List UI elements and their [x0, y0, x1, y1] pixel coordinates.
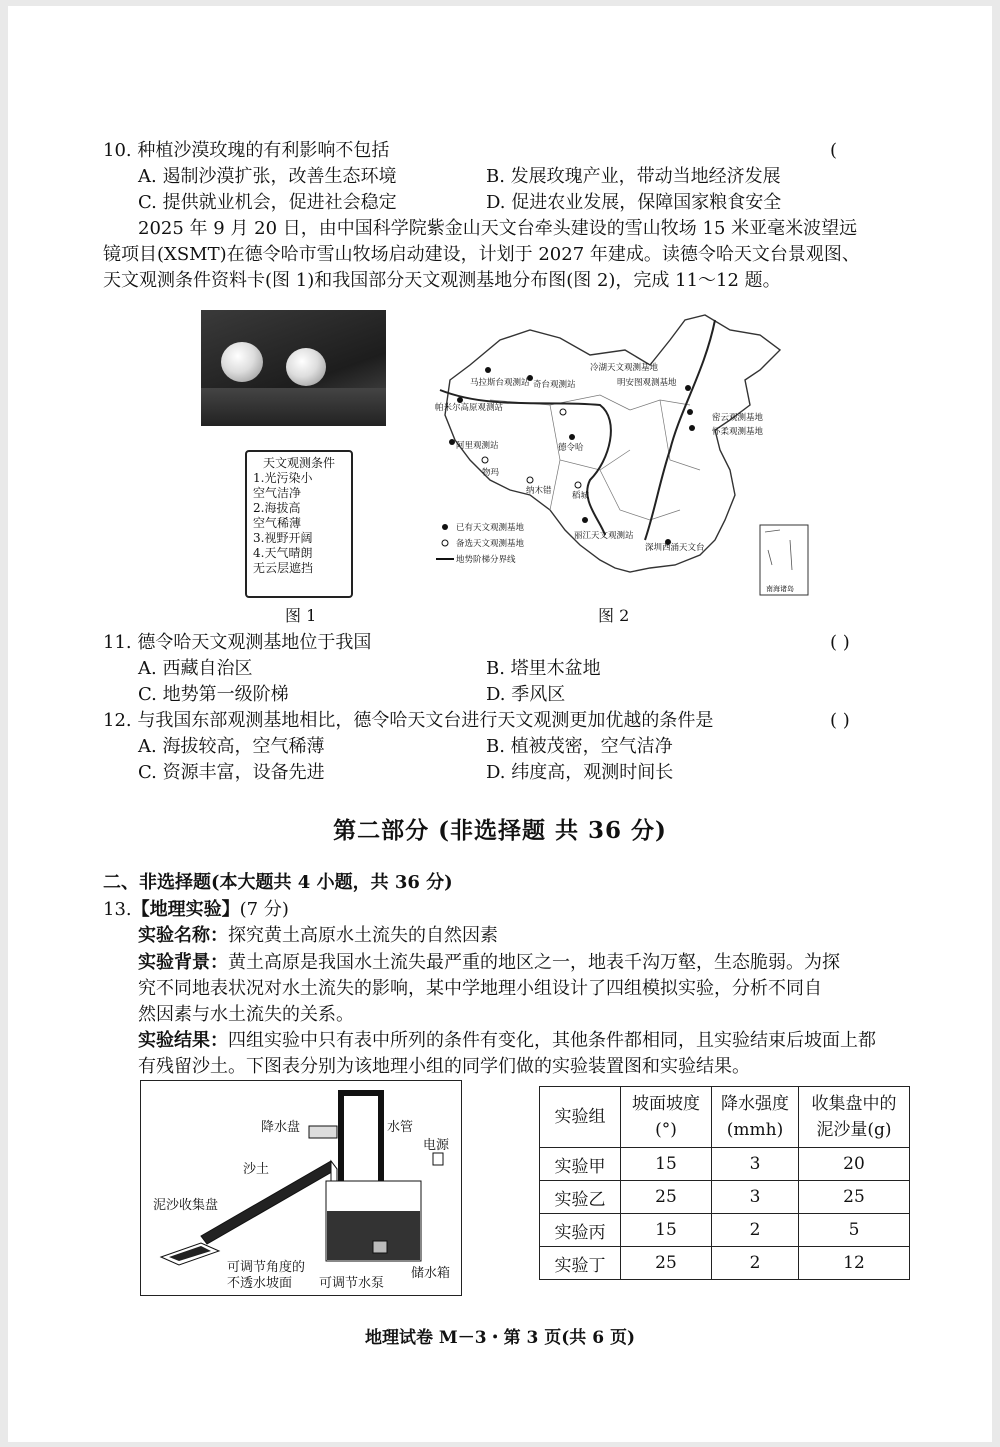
q13-bg-line-2: 究不同地表状况对水土流失的影响，某中学地理小组设计了四组模拟实验，分析不同自 — [138, 978, 822, 999]
experiment-results-table — [539, 1086, 910, 1280]
label-adjustable-pump: 可调节水泵 — [319, 1275, 385, 1290]
station-label: 德令哈 — [558, 442, 584, 452]
label-sediment-tray: 泥沙收集盘 — [153, 1197, 219, 1212]
cell-slope: 25 — [621, 1181, 712, 1214]
water-pump — [373, 1241, 387, 1253]
passage-line-3: 天文观测条件资料卡(图 1)和我国部分天文观测基地分布图(图 2)，完成 11～12 题。 — [103, 270, 781, 291]
q11-option-a: A. 西藏自治区 — [138, 658, 253, 679]
cell-group: 实验丁 — [540, 1247, 621, 1280]
q10-option-d: D. 促进农业发展，保障国家粮食安全 — [486, 192, 782, 213]
card-line: 空气稀薄 — [253, 516, 302, 530]
cell-group: 实验甲 — [540, 1148, 621, 1181]
q13-res-label: 实验结果： — [138, 1030, 228, 1051]
power-source — [433, 1153, 443, 1165]
station-dot — [689, 425, 695, 431]
label-sand: 沙土 — [243, 1161, 270, 1176]
header-cell: 坡面坡度 (°) — [621, 1087, 712, 1148]
station-label: 冷湖天文观测基地 — [590, 362, 659, 372]
experiment-apparatus-diagram — [140, 1080, 462, 1296]
station-label: 明安图观测基地 — [617, 377, 677, 387]
telescope-dome-left — [221, 342, 263, 382]
station-label: 物玛 — [482, 467, 500, 477]
q10-option-c: C. 提供就业机会，促进社会稳定 — [138, 192, 397, 213]
station-label: 深圳西涌天文台 — [645, 542, 705, 552]
station-label: 马拉斯台观测站 — [470, 377, 530, 387]
q11-option-c: C. 地势第一级阶梯 — [138, 684, 289, 705]
exam-page — [8, 6, 992, 1442]
section-2-title: 二、非选择题(本大题共 4 小题，共 36 分) — [103, 872, 453, 893]
q11-option-d: D. 季风区 — [486, 684, 566, 705]
q12-option-d: D. 纬度高，观测时间长 — [486, 762, 674, 783]
card-line: 无云层遮挡 — [253, 561, 314, 575]
observatory-photo — [201, 310, 386, 426]
header-cell: 降水强度 (mmh) — [712, 1087, 799, 1148]
page-footer: 地理试卷 M－3・第 3 页(共 6 页) — [365, 1328, 635, 1348]
station-label: 稻城 — [572, 490, 590, 500]
terrain-step-line-2 — [645, 320, 715, 540]
q13-bg-line-3: 然因素与水土流失的关系。 — [138, 1004, 354, 1025]
photo-ground — [201, 388, 386, 426]
telescope-dome-right — [286, 348, 326, 386]
label-impermeable-slope: 不透水坡面 — [227, 1275, 293, 1290]
cell-sediment: 12 — [799, 1247, 910, 1280]
cell-rain: 3 — [712, 1181, 799, 1214]
card-line: 2.海拔高 — [253, 501, 301, 515]
cell-slope: 25 — [621, 1247, 712, 1280]
legend-candidate-dot — [442, 540, 448, 546]
card-line: 空气洁净 — [253, 486, 302, 500]
legend-existing-dot — [442, 524, 448, 530]
station-dot — [569, 434, 575, 440]
q13-name-label: 实验名称： — [138, 925, 228, 946]
cell-slope: 15 — [621, 1148, 712, 1181]
q13-bg-text-1: 黄土高原是我国水土流失最严重的地区之一，地表千沟万壑，生态脆弱。为探 — [228, 952, 840, 973]
inset-label: 南海诸岛 — [766, 586, 794, 593]
cell-group: 实验丙 — [540, 1214, 621, 1247]
label-power: 电源 — [423, 1137, 450, 1152]
q12-stem: 12. 与我国东部观测基地相比，德令哈天文台进行天文观测更加优越的条件是 — [103, 710, 714, 731]
candidate-dot — [482, 457, 488, 463]
table-row — [540, 1181, 910, 1214]
q10-answer-paren: ( — [830, 140, 838, 161]
q11-answer-paren: ( ) — [830, 632, 850, 653]
figure-1-label: 图 1 — [285, 606, 317, 625]
candidate-dot — [560, 409, 566, 415]
q13-res-text-1: 四组实验中只有表中所列的条件有变化，其他条件都相同，且实验结束后坡面上都 — [228, 1030, 876, 1051]
passage-line-1: 2025 年 9 月 20 日，由中国科学院紫金山天文台牵头建设的雪山牧场 15 米亚毫米波望远 — [138, 218, 858, 239]
q11-option-b: B. 塔里木盆地 — [486, 658, 601, 679]
station-label: 丽江天文观测站 — [574, 530, 634, 540]
apparatus-drawing — [141, 1081, 461, 1295]
q13-title — [103, 897, 289, 923]
q12-option-c: C. 资源丰富，设备先进 — [138, 762, 325, 783]
cell-rain: 2 — [712, 1214, 799, 1247]
station-label: 阿里观测站 — [456, 440, 499, 450]
station-label: 怀柔观测基地 — [712, 426, 764, 436]
card-line: 4.天气晴朗 — [253, 546, 313, 560]
q13-bg-label: 实验背景： — [138, 952, 228, 973]
card-line: 1.光污染小 — [253, 471, 313, 485]
china-observatory-map — [430, 310, 815, 605]
station-label: 纳木错 — [526, 485, 552, 495]
q13-tag: 【地理实验】 — [131, 899, 240, 920]
candidate-dot — [527, 477, 533, 483]
q12-answer-paren: ( ) — [830, 710, 850, 731]
q13-points: (7 分) — [239, 899, 289, 920]
q13-bg-line-1 — [138, 950, 840, 976]
q10-option-a: A. 遏制沙漠扩张，改善生态环境 — [138, 166, 397, 187]
legend-candidate-label: 备选天文观测基地 — [456, 538, 525, 548]
observation-conditions-card — [245, 450, 353, 598]
cell-sediment: 25 — [799, 1181, 910, 1214]
table-row — [540, 1247, 910, 1280]
station-label: 帕米尔高原观测站 — [435, 402, 504, 412]
cell-rain: 2 — [712, 1247, 799, 1280]
rain-tray — [309, 1126, 337, 1138]
q12-option-b: B. 植被茂密，空气洁净 — [486, 736, 673, 757]
cell-sediment: 20 — [799, 1148, 910, 1181]
candidate-dot — [575, 482, 581, 488]
station-dot — [582, 517, 588, 523]
q10-option-b: B. 发展玫瑰产业，带动当地经济发展 — [486, 166, 781, 187]
station-dot — [449, 439, 455, 445]
station-dot — [685, 385, 691, 391]
q13-res-line-2: 有残留沙土。下图表分别为该地理小组的同学们做的实验装置图和实验结果。 — [138, 1056, 750, 1077]
label-storage-tank: 储水箱 — [411, 1265, 451, 1280]
q13-name-line — [138, 923, 498, 949]
q13-name: 探究黄土高原水土流失的自然因素 — [228, 925, 498, 946]
cell-rain: 3 — [712, 1148, 799, 1181]
card-title: 天文观测条件 — [262, 456, 335, 470]
passage-line-2: 镜项目(XSMT)在德令哈市雪山牧场启动建设，计划于 2027 年建成。读德令哈天文台景观图、 — [103, 244, 860, 265]
legend-step-label: 地势阶梯分界线 — [456, 554, 516, 564]
cell-group: 实验乙 — [540, 1181, 621, 1214]
station-label: 密云观测基地 — [712, 412, 764, 422]
station-dot — [485, 367, 491, 373]
card-line: 3.视野开阔 — [253, 531, 313, 545]
table-row — [540, 1148, 910, 1181]
cell-slope: 15 — [621, 1214, 712, 1247]
header-cell: 收集盘中的 泥沙量(g) — [799, 1087, 910, 1148]
legend-existing-label: 已有天文观测基地 — [456, 522, 525, 532]
header-cell: 实验组 — [540, 1087, 621, 1148]
q11-stem: 11. 德令哈天文观测基地位于我国 — [103, 632, 372, 653]
south-china-sea-inset — [760, 525, 808, 595]
q12-option-a: A. 海拔较高，空气稀薄 — [138, 736, 325, 757]
table-row — [540, 1214, 910, 1247]
q10-stem: 10. 种植沙漠玫瑰的有利影响不包括 — [103, 140, 390, 161]
q13-res-line-1 — [138, 1028, 876, 1054]
label-adjustable-angle: 可调节角度的 — [227, 1259, 306, 1274]
figure-2-label: 图 2 — [598, 606, 630, 625]
table-header-row — [540, 1087, 910, 1148]
station-dot — [687, 409, 693, 415]
station-label: 奇台观测站 — [533, 379, 576, 389]
label-rain-tray: 降水盘 — [261, 1119, 301, 1134]
part-2-heading: 第二部分 (非选择题 共 36 分) — [333, 817, 667, 844]
label-water-pipe: 水管 — [387, 1119, 414, 1134]
cell-sediment: 5 — [799, 1214, 910, 1247]
q13-number: 13. — [103, 899, 132, 920]
